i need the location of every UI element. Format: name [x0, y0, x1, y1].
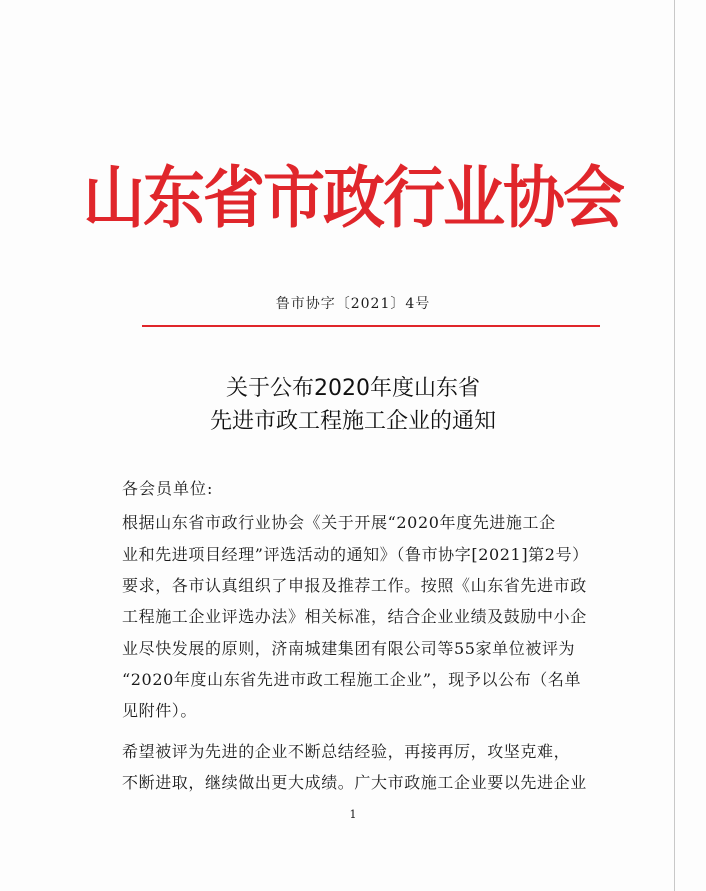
body-line: 要求，各市认真组织了申报及推荐工作。按照《山东省先进市政 [122, 576, 587, 595]
salutation: 各会员单位: [122, 479, 214, 498]
body-line: 根据山东省市政行业协会《关于开展“2020年度先进施工企 [122, 513, 556, 532]
document-number: 鲁市协字〔2021〕4号 [275, 296, 431, 312]
body-line: 见附件）。 [122, 701, 198, 720]
body-line: 工程施工企业评选办法》相关标准，结合企业业绩及鼓励中小企 [122, 607, 587, 626]
header-divider [142, 325, 600, 327]
scan-edge-line [674, 0, 675, 891]
body-line: 业和先进项目经理”评选活动的通知》（鲁市协字[2021]第2号） [122, 545, 589, 564]
body-line: 业尽快发展的原则，济南城建集团有限公司等55家单位被评为 [122, 639, 576, 658]
notice-title-line-1: 关于公布2020年度山东省 [226, 376, 480, 401]
organization-header: 山东省市政行业协会 [82, 158, 623, 238]
body-line: 不断进取，继续做出更大成绩。广大市政施工企业要以先进企业 [122, 773, 587, 792]
page-number: 1 [349, 808, 357, 821]
body-line: 希望被评为先进的企业不断总结经验，再接再厉，攻坚克难， [122, 742, 571, 761]
body-line: “2020年度山东省先进市政工程施工企业”，现予以公布（名单 [122, 670, 582, 689]
notice-title-line-2: 先进市政工程施工企业的通知 [209, 409, 496, 434]
